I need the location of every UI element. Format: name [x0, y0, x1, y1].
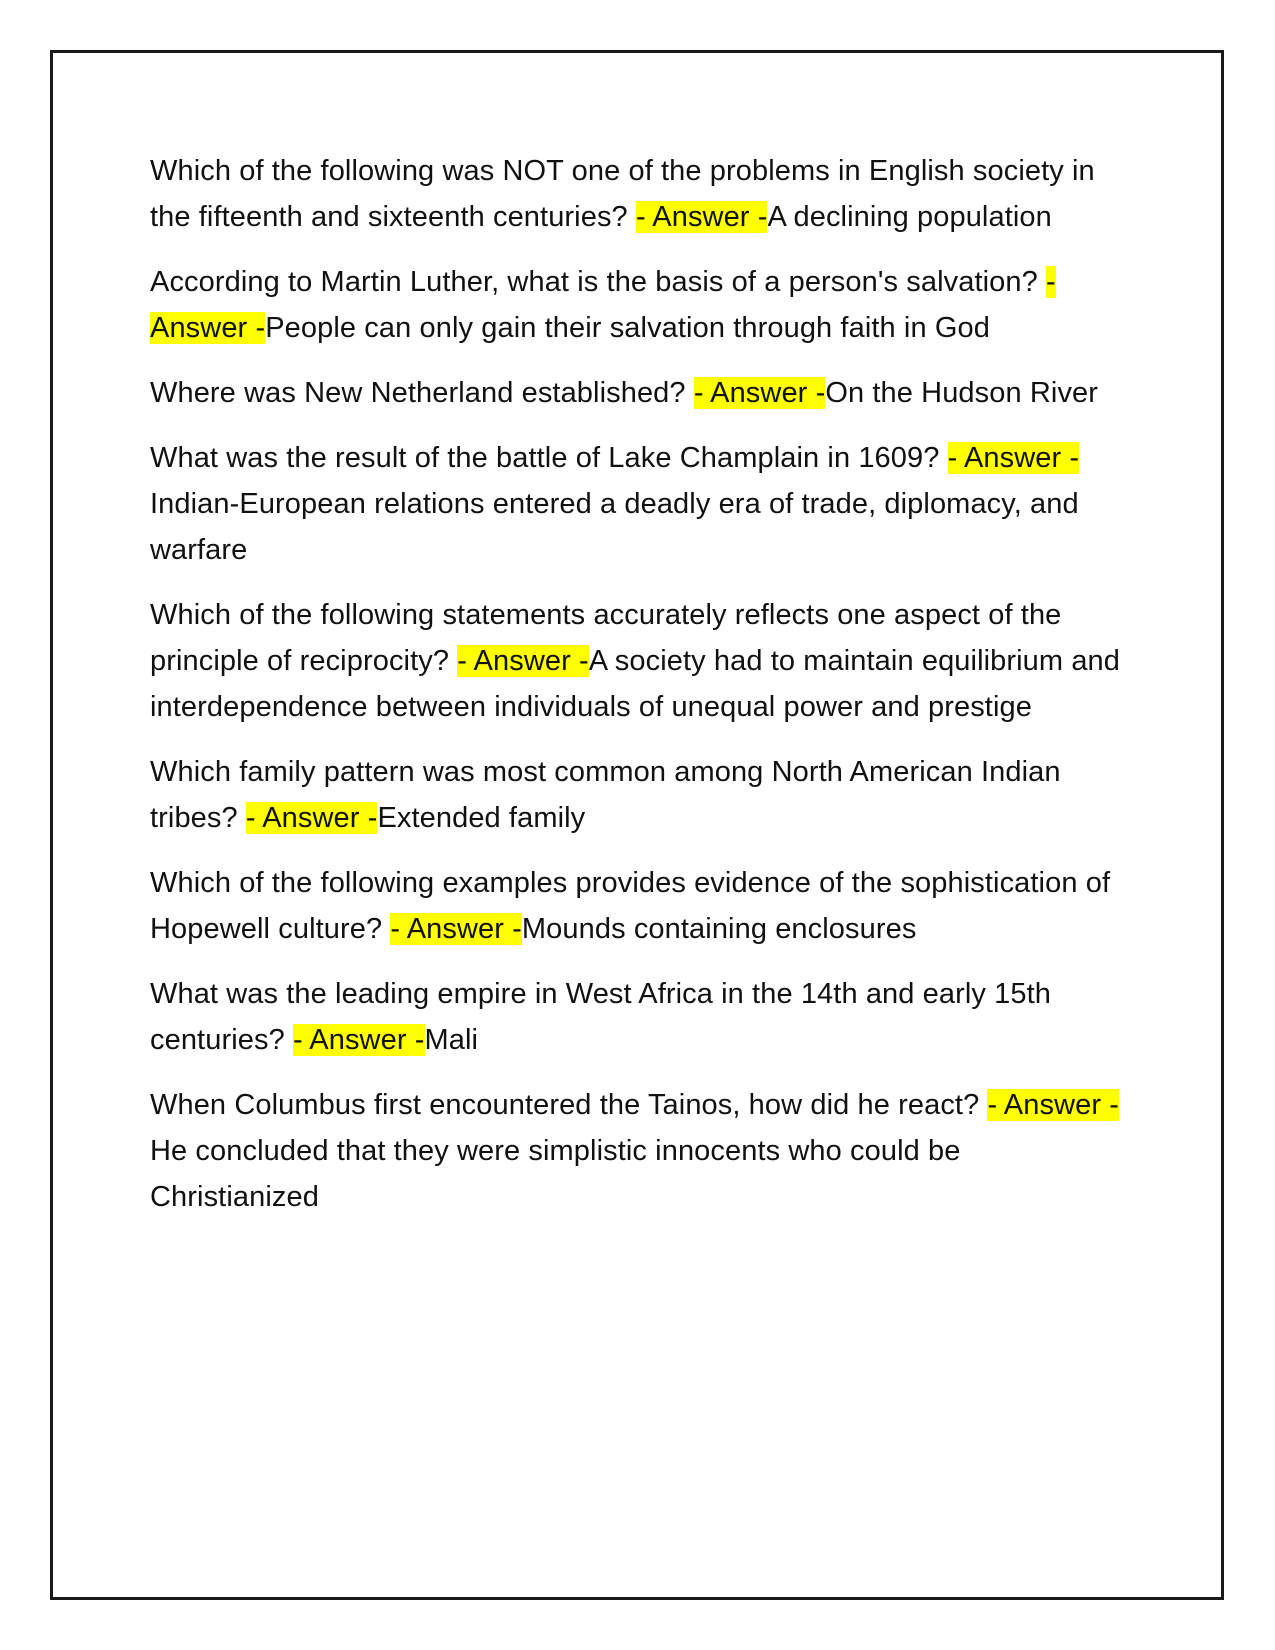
- answer-marker: - Answer -: [693, 377, 826, 409]
- answer-marker: - Answer -: [635, 201, 768, 233]
- question-text: What was the result of the battle of Lake Champlain in 1609?: [150, 442, 948, 474]
- answer-text: Indian-European relations entered a deadly era of trade, diplomacy, and warfare: [150, 488, 1079, 566]
- qa-item: [150, 592, 1130, 730]
- answer-text: A society had to maintain equilibrium and interdependence between individuals of unequal power and prestige: [150, 645, 1121, 723]
- question-text: Which of the following was NOT one of the problems in English society in the fifteenth and sixteenth centuries?: [150, 155, 1095, 233]
- question-text: Which family pattern was most common among North American Indian tribes?: [150, 756, 1061, 834]
- qa-item: [150, 749, 1130, 841]
- answer-marker: - Answer -: [457, 645, 589, 677]
- answer-marker: - Answer -: [150, 266, 1056, 344]
- qa-item: [150, 860, 1130, 952]
- qa-item: [150, 148, 1130, 240]
- answer-text: Mali: [424, 1024, 479, 1056]
- qa-item: [150, 435, 1130, 573]
- question-text: What was the leading empire in West Africa in the 14th and early 15th centuries?: [150, 978, 1052, 1056]
- question-text: According to Martin Luther, what is the basis of a person's salvation?: [150, 266, 1047, 298]
- answer-marker: - Answer -: [947, 442, 1080, 474]
- answer-marker: - Answer -: [987, 1089, 1120, 1121]
- qa-item: [150, 971, 1130, 1063]
- question-text: When Columbus first encountered the Tainos, how did he react?: [150, 1089, 988, 1121]
- question-text: Which of the following examples provides evidence of the sophistication of Hopewell culture?: [150, 867, 1111, 945]
- answer-text: People can only gain their salvation through faith in God: [265, 312, 990, 344]
- answer-text: On the Hudson River: [825, 377, 1099, 409]
- document-body: [150, 148, 1130, 1239]
- qa-item: [150, 1082, 1130, 1220]
- answer-text: Extended family: [377, 802, 586, 834]
- qa-item: [150, 259, 1130, 351]
- question-text: Which of the following statements accurately reflects one aspect of the principle of reciprocity?: [150, 599, 1062, 677]
- answer-marker: - Answer -: [390, 913, 522, 945]
- answer-text: He concluded that they were simplistic innocents who could be Christianized: [150, 1135, 961, 1213]
- answer-marker: - Answer -: [245, 802, 378, 834]
- answer-text: A declining population: [767, 201, 1052, 233]
- answer-marker: - Answer -: [292, 1024, 425, 1056]
- answer-text: Mounds containing enclosures: [521, 913, 917, 945]
- question-text: Where was New Netherland established?: [150, 377, 694, 409]
- qa-item: [150, 370, 1130, 416]
